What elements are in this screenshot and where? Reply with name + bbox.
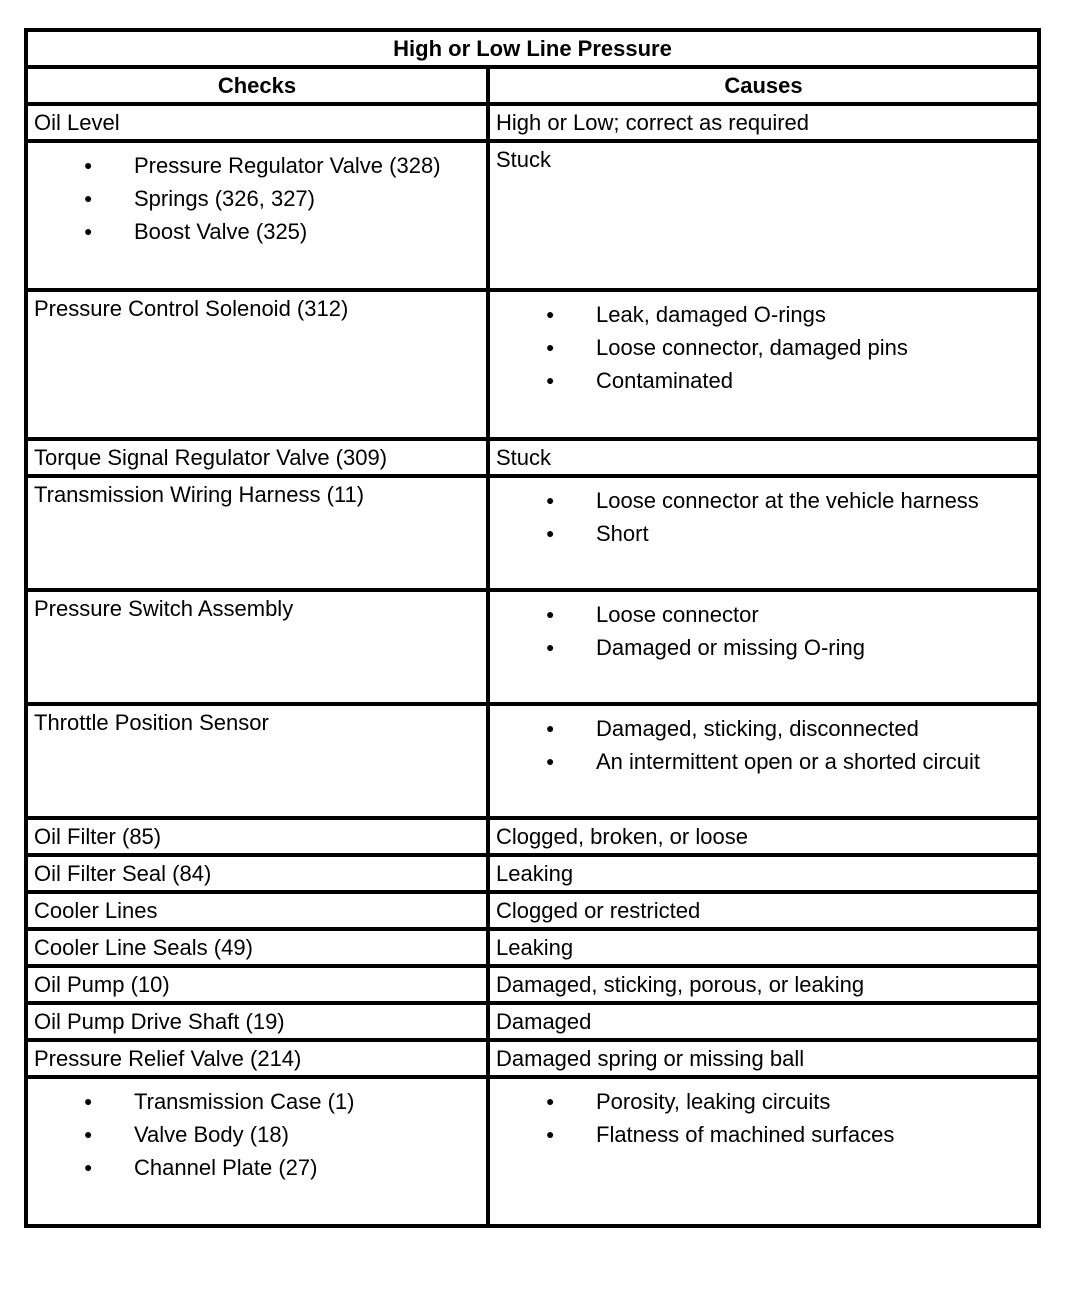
table-row (26, 704, 1039, 818)
check-text: Oil Pump Drive Shaft (19) (34, 1009, 285, 1034)
cause-bullet-list (496, 712, 1031, 778)
check-bullet-list (34, 1085, 480, 1184)
bullet-item: ● Transmission Case (1) (34, 1085, 480, 1118)
bullet-item: ● Damaged or missing O-ring (496, 631, 1031, 664)
table-row (26, 892, 1039, 929)
cause-cell (488, 104, 1039, 141)
cause-cell (488, 704, 1039, 818)
cause-cell (488, 818, 1039, 855)
check-cell (26, 1077, 488, 1226)
table-row (26, 104, 1039, 141)
bullet-item: ● Damaged, sticking, disconnected (496, 712, 1031, 745)
bullet-item: ● Flatness of machined surfaces (496, 1118, 1031, 1151)
bullet-item: ● Boost Valve (325) (34, 215, 480, 248)
cause-text: High or Low; correct as required (496, 110, 810, 135)
check-text: Oil Filter (85) (34, 824, 162, 849)
check-cell (26, 104, 488, 141)
bullet-item: ● An intermittent open or a shorted circuit (496, 745, 1031, 778)
cause-text: Leaking (496, 935, 574, 960)
bullet-item: ● Springs (326, 327) (34, 182, 480, 215)
check-text: Cooler Line Seals (49) (34, 935, 253, 960)
table-body (26, 104, 1039, 1226)
check-text: Torque Signal Regulator Valve (309) (34, 445, 388, 470)
column-header-checks: Checks (26, 67, 488, 104)
check-cell (26, 1003, 488, 1040)
table-row (26, 590, 1039, 704)
table-row (26, 1040, 1039, 1077)
table-row (26, 476, 1039, 590)
column-header-causes: Causes (488, 67, 1039, 104)
check-cell (26, 818, 488, 855)
check-cell (26, 966, 488, 1003)
bullet-item: ● Valve Body (18) (34, 1118, 480, 1151)
cause-text: Stuck (496, 147, 552, 172)
check-text: Pressure Relief Valve (214) (34, 1046, 302, 1071)
check-text: Throttle Position Sensor (34, 710, 269, 735)
cause-cell (488, 929, 1039, 966)
cause-cell (488, 439, 1039, 476)
cause-cell (488, 1077, 1039, 1226)
table-row (26, 439, 1039, 476)
check-cell (26, 141, 488, 290)
cause-cell (488, 966, 1039, 1003)
check-cell (26, 1040, 488, 1077)
cause-cell (488, 590, 1039, 704)
check-text: Pressure Switch Assembly (34, 596, 294, 621)
cause-cell (488, 855, 1039, 892)
check-text: Pressure Control Solenoid (312) (34, 296, 349, 321)
cause-text: Stuck (496, 445, 552, 470)
cause-text: Damaged, sticking, porous, or leaking (496, 972, 865, 997)
cause-cell (488, 1003, 1039, 1040)
table-row (26, 855, 1039, 892)
cause-cell (488, 290, 1039, 439)
cause-text: Damaged spring or missing ball (496, 1046, 805, 1071)
check-text: Oil Level (34, 110, 120, 135)
cause-text: Clogged or restricted (496, 898, 701, 923)
check-cell (26, 855, 488, 892)
bullet-item: ● Contaminated (496, 364, 1031, 397)
cause-cell (488, 141, 1039, 290)
table-row (26, 966, 1039, 1003)
bullet-item: ● Loose connector, damaged pins (496, 331, 1031, 364)
table-row (26, 818, 1039, 855)
cause-text: Leaking (496, 861, 574, 886)
check-bullet-list (34, 149, 480, 248)
check-cell (26, 590, 488, 704)
pressure-troubleshooting-table (24, 28, 1041, 1228)
cause-text: Damaged (496, 1009, 592, 1034)
table-row (26, 1077, 1039, 1226)
cause-cell (488, 1040, 1039, 1077)
bullet-item: ● Porosity, leaking circuits (496, 1085, 1031, 1118)
check-cell (26, 929, 488, 966)
cause-cell (488, 892, 1039, 929)
cause-bullet-list (496, 598, 1031, 664)
bullet-item: ● Channel Plate (27) (34, 1151, 480, 1184)
bullet-item: ● Leak, damaged O-rings (496, 298, 1031, 331)
check-text: Oil Pump (10) (34, 972, 170, 997)
cause-bullet-list (496, 298, 1031, 397)
table-row (26, 929, 1039, 966)
table-title: High or Low Line Pressure (26, 30, 1039, 67)
cause-text: Clogged, broken, or loose (496, 824, 748, 849)
bullet-item: ● Loose connector at the vehicle harness (496, 484, 1031, 517)
check-text: Cooler Lines (34, 898, 158, 923)
check-text: Transmission Wiring Harness (11) (34, 482, 365, 507)
cause-bullet-list (496, 1085, 1031, 1151)
bullet-item: ● Loose connector (496, 598, 1031, 631)
bullet-item: ● Short (496, 517, 1031, 550)
check-cell (26, 476, 488, 590)
check-text: Oil Filter Seal (84) (34, 861, 212, 886)
check-cell (26, 439, 488, 476)
cause-bullet-list (496, 484, 1031, 550)
cause-cell (488, 476, 1039, 590)
check-cell (26, 290, 488, 439)
check-cell (26, 892, 488, 929)
check-cell (26, 704, 488, 818)
table-row (26, 290, 1039, 439)
table-row (26, 1003, 1039, 1040)
bullet-item: ● Pressure Regulator Valve (328) (34, 149, 480, 182)
table-row (26, 141, 1039, 290)
